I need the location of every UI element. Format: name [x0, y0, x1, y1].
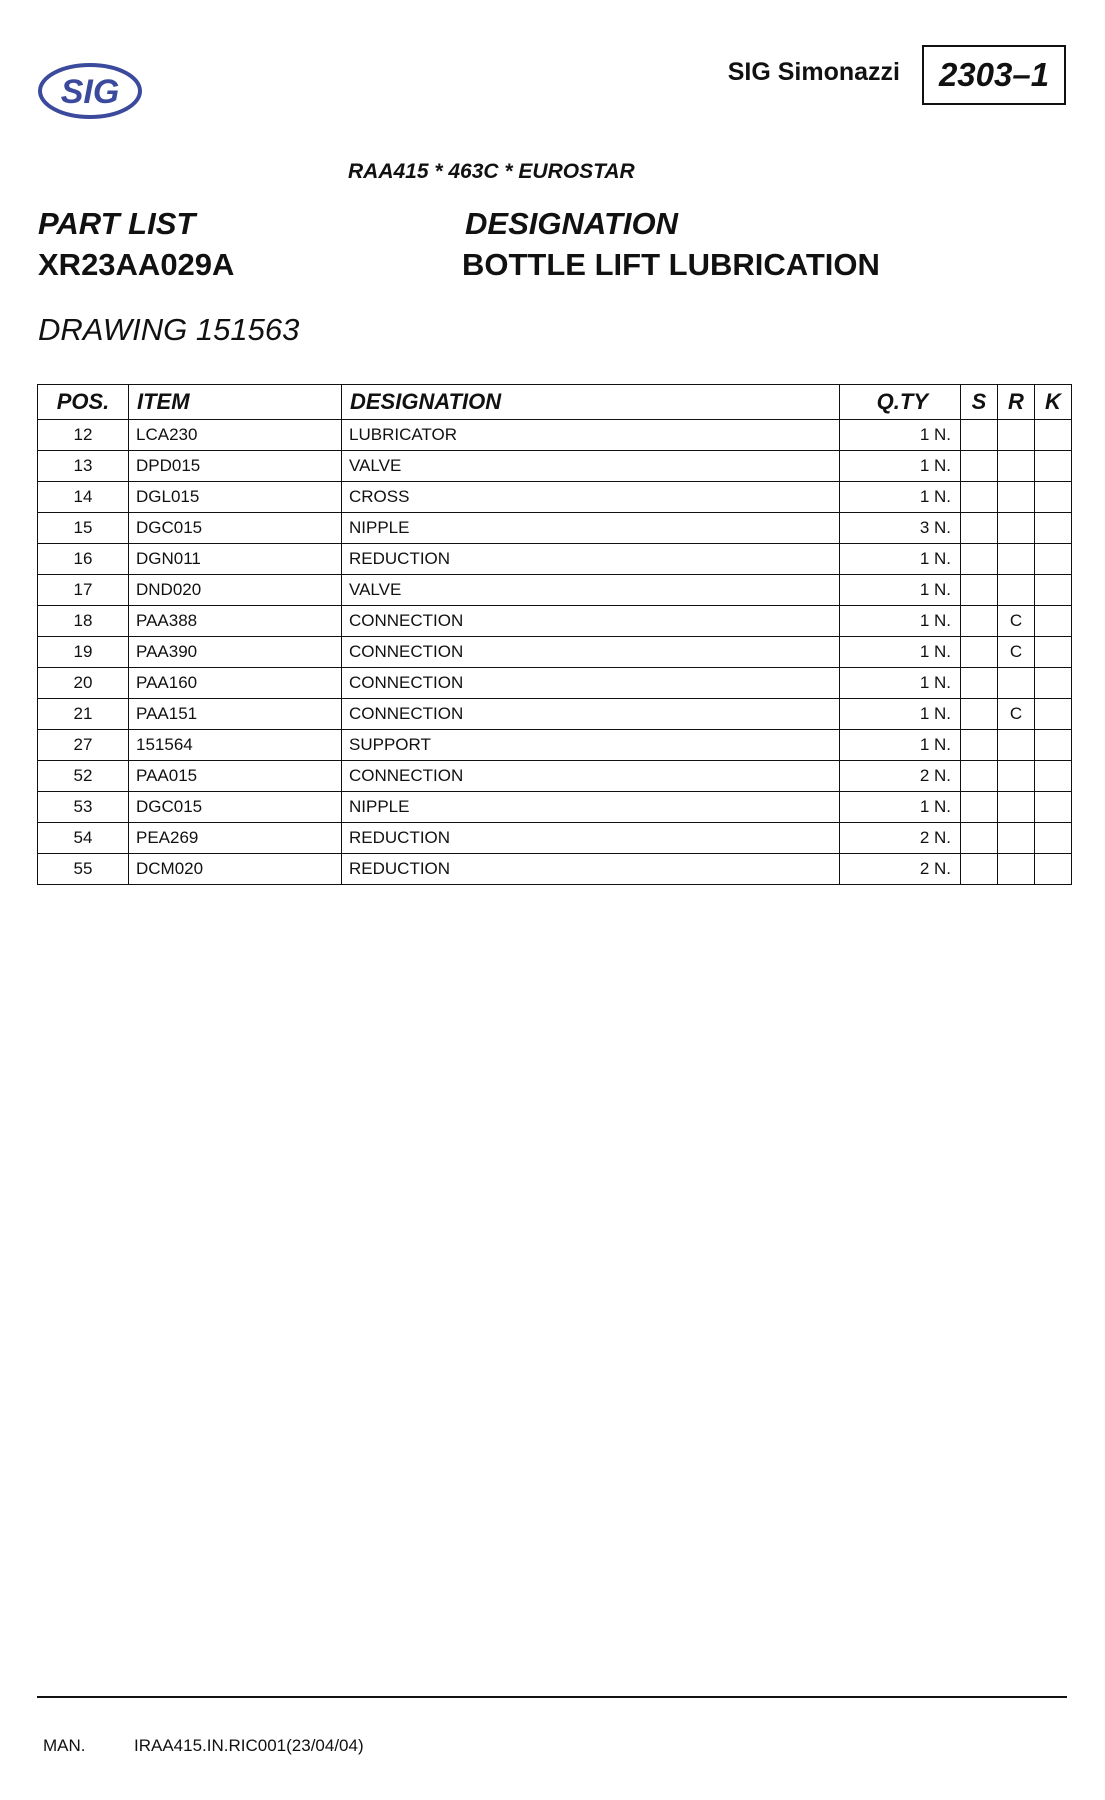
cell-qty: 1 N. [840, 451, 961, 482]
designation-label: DESIGNATION [465, 206, 678, 241]
cell-k [1035, 730, 1072, 761]
cell-s [961, 482, 998, 513]
cell-s [961, 792, 998, 823]
cell-pos: 54 [38, 823, 129, 854]
cell-s [961, 668, 998, 699]
footer-man-label: MAN. [43, 1736, 86, 1755]
cell-qty: 1 N. [840, 730, 961, 761]
cell-pos: 20 [38, 668, 129, 699]
cell-k [1035, 637, 1072, 668]
table-row [38, 451, 1072, 482]
cell-designation: NIPPLE [342, 792, 840, 823]
table-row [38, 823, 1072, 854]
cell-r: C [998, 637, 1035, 668]
cell-pos: 27 [38, 730, 129, 761]
table-row [38, 420, 1072, 451]
cell-qty: 1 N. [840, 482, 961, 513]
cell-pos: 53 [38, 792, 129, 823]
document-number-box [922, 45, 1066, 105]
cell-s [961, 699, 998, 730]
cell-pos: 17 [38, 575, 129, 606]
table-header-row [38, 385, 1072, 420]
cell-r [998, 575, 1035, 606]
cell-k [1035, 854, 1072, 885]
cell-designation: SUPPORT [342, 730, 840, 761]
cell-designation: VALVE [342, 575, 840, 606]
cell-item: PAA015 [129, 761, 342, 792]
header-k: K [1035, 385, 1072, 420]
header-qty: Q.TY [840, 385, 961, 420]
header-item: ITEM [129, 385, 342, 420]
cell-s [961, 606, 998, 637]
cell-s [961, 513, 998, 544]
drawing-number: DRAWING 151563 [38, 312, 300, 347]
cell-designation: LUBRICATOR [342, 420, 840, 451]
cell-k [1035, 606, 1072, 637]
header-r: R [998, 385, 1035, 420]
cell-r: C [998, 606, 1035, 637]
cell-pos: 18 [38, 606, 129, 637]
cell-designation: NIPPLE [342, 513, 840, 544]
cell-item: PAA388 [129, 606, 342, 637]
table-row [38, 854, 1072, 885]
table-row [38, 792, 1072, 823]
designation-value: BOTTLE LIFT LUBRICATION [462, 247, 880, 282]
cell-r [998, 544, 1035, 575]
cell-item: DPD015 [129, 451, 342, 482]
cell-qty: 1 N. [840, 792, 961, 823]
cell-pos: 12 [38, 420, 129, 451]
cell-qty: 1 N. [840, 637, 961, 668]
cell-designation: CONNECTION [342, 668, 840, 699]
cell-pos: 13 [38, 451, 129, 482]
header-pos: POS. [38, 385, 129, 420]
cell-k [1035, 761, 1072, 792]
cell-r [998, 420, 1035, 451]
cell-s [961, 544, 998, 575]
cell-item: DCM020 [129, 854, 342, 885]
cell-item: DGC015 [129, 513, 342, 544]
cell-r [998, 730, 1035, 761]
cell-k [1035, 823, 1072, 854]
cell-r [998, 792, 1035, 823]
table-row [38, 637, 1072, 668]
cell-item: PAA160 [129, 668, 342, 699]
cell-s [961, 761, 998, 792]
cell-item: DGL015 [129, 482, 342, 513]
cell-s [961, 420, 998, 451]
parts-table [37, 384, 1072, 885]
cell-item: DGN011 [129, 544, 342, 575]
cell-r: C [998, 699, 1035, 730]
cell-designation: REDUCTION [342, 823, 840, 854]
cell-k [1035, 482, 1072, 513]
cell-qty: 2 N. [840, 761, 961, 792]
company-name: SIG Simonazzi [727, 58, 900, 86]
logo-text: SIG [60, 73, 120, 111]
cell-r [998, 761, 1035, 792]
table-row [38, 699, 1072, 730]
cell-r [998, 513, 1035, 544]
cell-item: PEA269 [129, 823, 342, 854]
cell-k [1035, 575, 1072, 606]
cell-qty: 3 N. [840, 513, 961, 544]
cell-k [1035, 668, 1072, 699]
header-s: S [961, 385, 998, 420]
cell-k [1035, 699, 1072, 730]
cell-k [1035, 451, 1072, 482]
cell-designation: CONNECTION [342, 699, 840, 730]
cell-designation: VALVE [342, 451, 840, 482]
cell-qty: 1 N. [840, 544, 961, 575]
document-number: 2303–1 [938, 56, 1050, 93]
cell-designation: REDUCTION [342, 544, 840, 575]
table-row [38, 513, 1072, 544]
cell-qty: 2 N. [840, 854, 961, 885]
cell-k [1035, 792, 1072, 823]
cell-item: PAA390 [129, 637, 342, 668]
table-row [38, 575, 1072, 606]
part-list-label: PART LIST [38, 206, 196, 241]
footer-divider [37, 1696, 1067, 1698]
cell-r [998, 451, 1035, 482]
cell-s [961, 854, 998, 885]
cell-r [998, 854, 1035, 885]
cell-item: DGC015 [129, 792, 342, 823]
cell-k [1035, 544, 1072, 575]
cell-s [961, 637, 998, 668]
cell-s [961, 823, 998, 854]
table-row [38, 544, 1072, 575]
table-row [38, 761, 1072, 792]
table-row [38, 482, 1072, 513]
cell-k [1035, 420, 1072, 451]
cell-r [998, 668, 1035, 699]
cell-item: PAA151 [129, 699, 342, 730]
cell-designation: REDUCTION [342, 854, 840, 885]
cell-qty: 1 N. [840, 575, 961, 606]
table-row [38, 606, 1072, 637]
cell-r [998, 823, 1035, 854]
cell-s [961, 730, 998, 761]
model-line: RAA415 * 463C * EUROSTAR [348, 160, 635, 183]
cell-s [961, 451, 998, 482]
cell-designation: CROSS [342, 482, 840, 513]
cell-qty: 1 N. [840, 420, 961, 451]
parts-table-body [38, 420, 1072, 885]
cell-designation: CONNECTION [342, 606, 840, 637]
cell-qty: 2 N. [840, 823, 961, 854]
cell-qty: 1 N. [840, 668, 961, 699]
table-row [38, 730, 1072, 761]
footer-reference: IRAA415.IN.RIC001(23/04/04) [134, 1736, 364, 1755]
cell-s [961, 575, 998, 606]
cell-pos: 52 [38, 761, 129, 792]
cell-qty: 1 N. [840, 606, 961, 637]
cell-pos: 15 [38, 513, 129, 544]
cell-pos: 16 [38, 544, 129, 575]
cell-designation: CONNECTION [342, 761, 840, 792]
part-code: XR23AA029A [38, 247, 235, 282]
cell-pos: 19 [38, 637, 129, 668]
cell-item: LCA230 [129, 420, 342, 451]
cell-pos: 55 [38, 854, 129, 885]
sig-logo [38, 62, 142, 120]
header-designation: DESIGNATION [342, 385, 840, 420]
cell-pos: 21 [38, 699, 129, 730]
cell-designation: CONNECTION [342, 637, 840, 668]
table-row [38, 668, 1072, 699]
cell-r [998, 482, 1035, 513]
cell-pos: 14 [38, 482, 129, 513]
cell-item: DND020 [129, 575, 342, 606]
cell-k [1035, 513, 1072, 544]
cell-item: 151564 [129, 730, 342, 761]
cell-qty: 1 N. [840, 699, 961, 730]
